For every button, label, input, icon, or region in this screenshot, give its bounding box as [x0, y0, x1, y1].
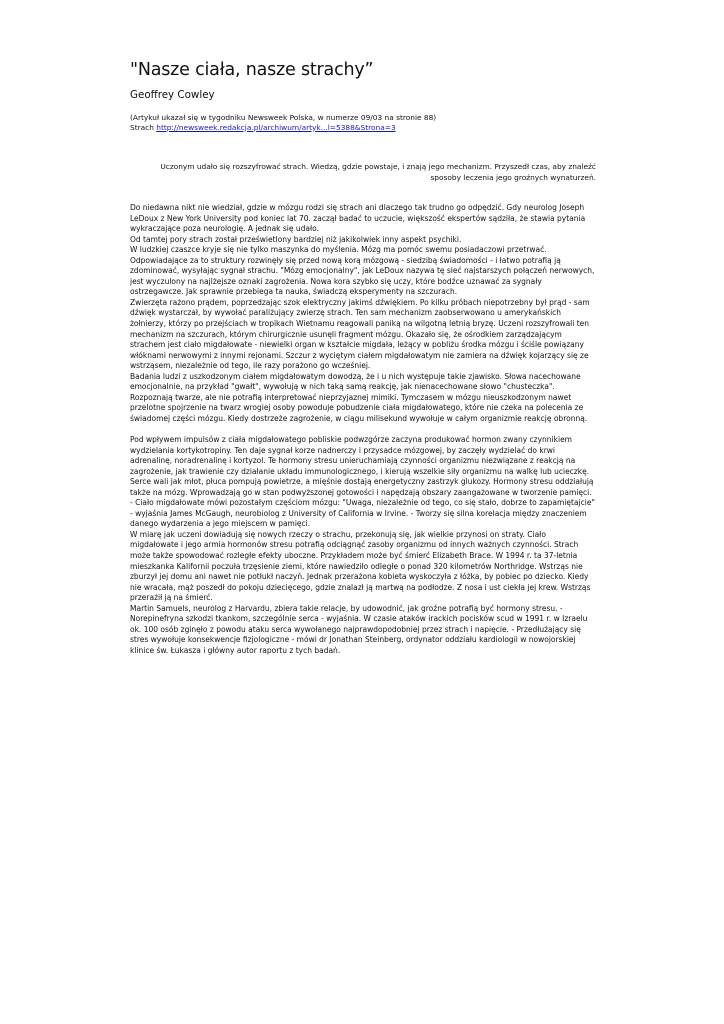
body-paragraph: W miarę jak uczeni dowiadują się nowych rzeczy o strachu, przekonują się, jak wielkie przynosi on straty. Ciało migdałowate i jego armia hormonów stresu potrafią odciągnąć zasoby organizmu od innych ważnych czynności. Strach może także spowodować rozległe efekty uboczne. Przykładem może być śmierć Elizabeth Brace. W 1994 r. ta 37-letnia mieszkanka Kalifornii poczuła trzęsienie ziemi, które nawiedziło odległe o ponad 320 kilometrów Northridge. Wstrząs nie zburzył jej domu ani nawet nie potłukł naczyń. Jednak przerażona kobieta wyskoczyła z łóżka, by pobiec po dziecko. Kiedy nie wracała, mąż poszedł do pokoju dziecięcego, gdzie znalazł ją martwą na podłodze. Z nosa i ust ciekła jej krew. Wstrząs przerażił ją na śmierć. — [130, 529, 591, 603]
source-prefix: Strach — [130, 122, 157, 132]
body-paragraph: Badania ludzi z uszkodzonym ciałem migdałowatym dowodzą, że i u nich występuje takie zjawisko. Słowa nacechowane emocjonalnie, na przykład "gwałt", wywołują w nich taką samą reakcję, jak nienacechowane słowo "chusteczka". Rozpoznają twarze, ale nie potrafią interpretować nieprzyjaznej mimiki. Tymczasem w mózgu nieuszkodzonym nawet przelotne spojrzenie na twarz wrogiej osoby powoduje pobudzenie ciała migdałowatego, które nie czeka na polecenia ze świadomej części mózgu. Kiedy dostrzeże zagrożenie, w ciągu milisekund wywołuje w całym organizmie reakcję obronną. — [130, 371, 588, 423]
body-paragraph: Martin Samuels, neurolog z Harvardu, zbiera takie relacje, by udowodnić, jak groźne potrafią być hormony stresu. - Norepinefryna szkodzi tkankom, szczególnie serca - wyjaśnia. W czasie ataków irackich pocisków scud w 1991 r. w Izraelu ok. 100 osób zginęło z powodu ataku serca wywołanego najprawdopodobniej przez strach i napięcie. - Przedłużający się stres wywołuje konsekwencje fizjologiczne - mówi dr Jonathan Steinberg, ordynator oddziału kardiologii w nowojorskiej klinice św. Łukasza i główny autor raportu z tych badań. — [130, 603, 588, 655]
body-paragraph: Pod wpływem impulsów z ciała migdałowatego pobliskie podwzgórze zaczyna produkować hormon zwany czynnikiem wydzielania kortykotropiny. Ten daje sygnał korze nadnerczy i przysadce mózgowej, by zaczęły wydzielać do krwi adrenalinę, noradrenalinę i kortyzol. Te hormony stresu unieruchamiają czynności organizmu niezwiązane z reakcją na zagrożenie, jak trawienie czy działanie układu immunologicznego, i kierują wszelkie siły organizmu na walkę lub ucieczkę. Serce wali jak młot, płuca pompują powietrze, a mięśnie dostają energetyczny zastrzyk glukozy. Hormony stresu oddziałują także na mózg. Wprowadzają go w stan podwyższonej gotowości i napędzają obszary zaangażowane w tworzenie pamięci. - Ciało migdałowate mówi pozostałym częściom mózgu: "Uwaga, niezależnie od tego, co się stało, dobrze to zapamiętajcie" - wyjaśnia James McGaugh, neurobiolog z University of California w Irvine. - Tworzy się silna korelacja między znaczeniem danego wydarzenia a jego miejscem w pamięci. — [130, 434, 595, 529]
body-paragraph: Od tamtej pory strach został prześwietlony bardziej niż jakikolwiek inny aspekt psychiki. — [130, 234, 462, 244]
article-author: Geoffrey Cowley — [130, 89, 215, 101]
article-lead: Uczonym udało się rozszyfrować strach. Wiedzą, gdzie powstaje, i znają jego mechanizm. Przyszedł czas, aby znaleźć sposoby leczenia jego groźnych wynaturzeń. — [160, 162, 596, 182]
paragraph-gap — [130, 424, 596, 435]
body-paragraph: W ludzkiej czaszce kryje się nie tylko maszynka do myślenia. Mózg ma pomóc swemu posiadaczowi przetrwać. Odpowiadające za to struktury rozwinęły się przed nową korą mózgową - siedzibą świadomości - i łatwo potrafią ją zdominować, wysyłając sygnał strachu. "Mózg emocjonalny", jak LeDoux nazywa tę sieć najstarszych połączeń nerwowych, jest wyczulony na najlżejsze oznaki zagrożenia. Nowa kora szybko się uczy, które bodźce uznawać za sygnały ostrzegawcze. Jak sprawnie przebiega ta nauka, świadczą eksperymenty na szczurach. — [130, 245, 595, 297]
article-body — [130, 203, 596, 656]
source-link[interactable]: http://newsweek.redakcja.pl/archiwum/artyk...l=5388&Strona=3 — [156, 122, 396, 132]
article-title: "Nasze ciała, nasze strachy” — [130, 60, 374, 80]
source-note: (Artykuł ukazał się w tygodniku Newsweek Polska, w numerze 09/03 na stronie 88) — [130, 113, 437, 122]
body-paragraph: Do niedawna nikt nie wiedział, gdzie w mózgu rodzi się strach ani dlaczego tak trudno go odpędzić. Gdy neurolog Joseph LeDoux z New York University pod koniec lat 70. zaczął badać to uczucie, większość ekspertów sądziła, że stawia pytania wykraczające poza neurologię. A jednak się udało. — [130, 203, 586, 234]
body-paragraph: Zwierzęta rażono prądem, poprzedzając szok elektryczny jakimś dźwiękiem. Po kilku próbach niepotrzebny był prąd - sam dźwięk wystarczał, by wywołać paraliżujący zwierzę strach. Ten sam mechanizm zaobserwowano u amerykańskich żołnierzy, którzy po przejściach w tropikach Wietnamu reagowali paniką na wilgotną letnią bryzę. Uczeni rozszyfrowali ten mechanizm na szczurach, którym chirurgicznie usunęli fragment mózgu. Okazało się, że ośrodkiem zarządzającym strachem jest ciało migdałowate - niewielki organ w kształcie migdała, leżący w pobliżu środka mózgu i ściśle powiązany włóknami nerwowymi z innymi rejonami. Szczur z wyciętym ciałem migdałowatym nie zamiera na dźwięk kojarzący się ze wstrząsem, niezależnie od tego, ile razy porażono go wcześniej. — [130, 297, 590, 371]
source-info — [130, 113, 436, 132]
source-line — [130, 123, 436, 133]
